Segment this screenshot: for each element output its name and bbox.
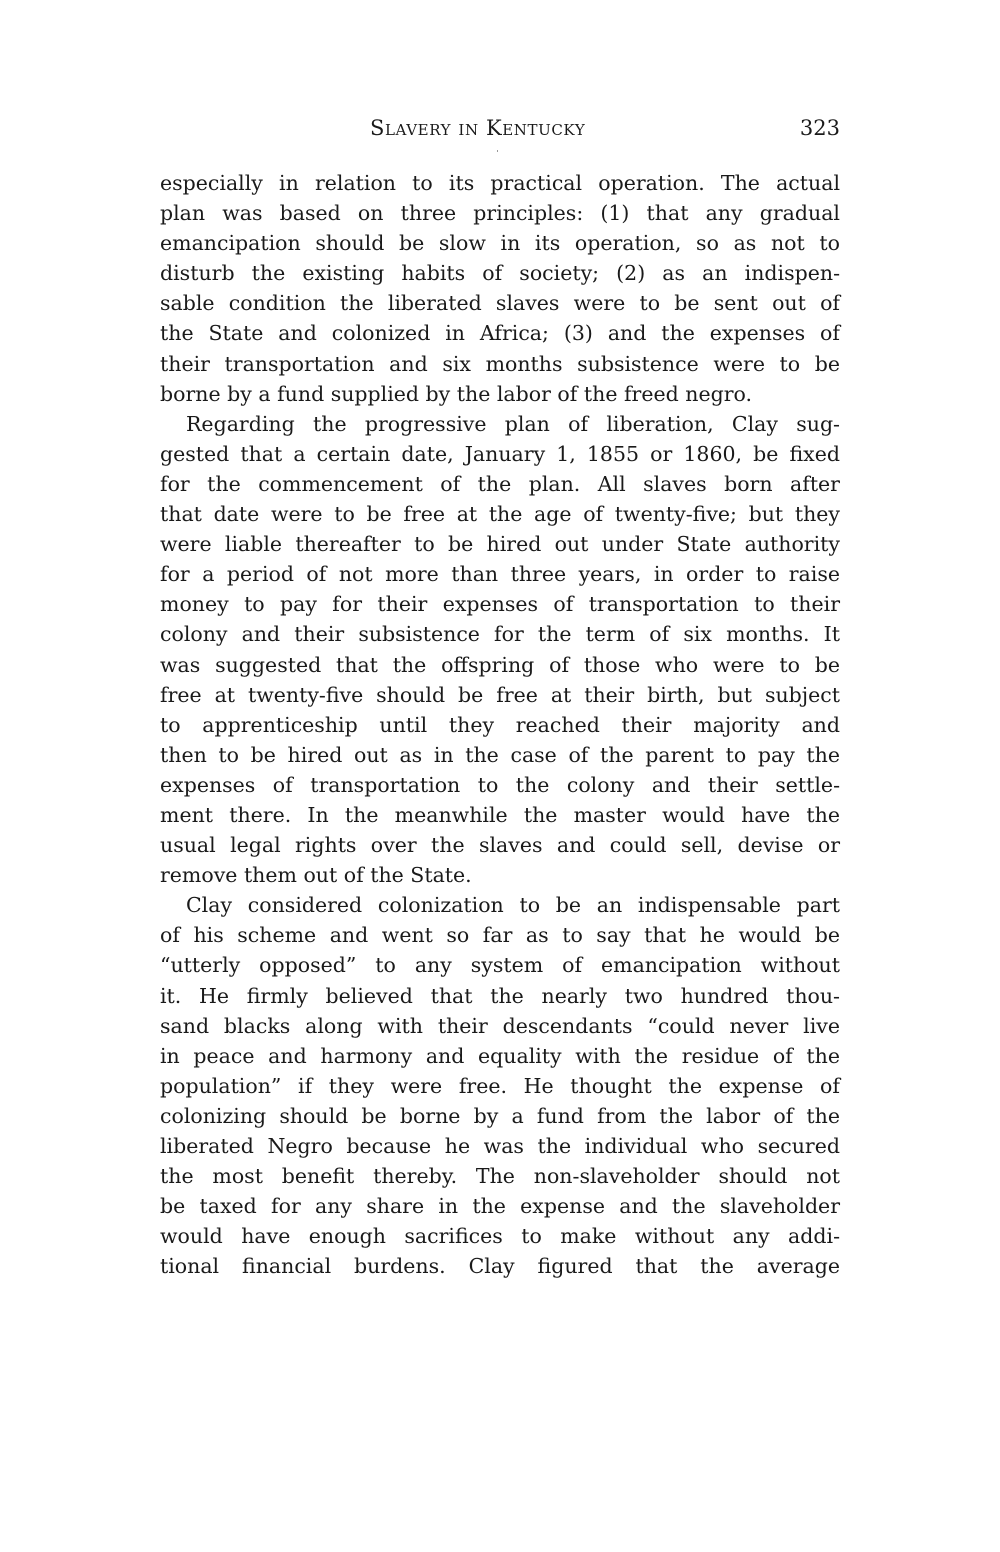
text-line: to apprenticeship until they reached their majority and	[160, 712, 840, 737]
text-line: liberated Negro because he was the individual who secured	[160, 1134, 840, 1158]
text-line: tional financial burdens. Clay figured that the average	[160, 1254, 840, 1279]
text-line-paragraph-start: Regarding the progressive plan of liberation, Clay sug-	[186, 411, 840, 436]
text-line: especially in relation to its practical operation. The actual	[160, 171, 840, 195]
running-head	[160, 116, 840, 146]
running-head-title: Slavery in Kentucky	[370, 116, 586, 140]
text-line-paragraph-end: remove them out of the State.	[160, 863, 472, 888]
text-line: sand blacks along with their descendants “could never live	[160, 1013, 840, 1038]
text-line: were liable thereafter to be hired out under State authority	[160, 532, 840, 557]
text-line-paragraph-start: Clay considered colonization to be an indispensable part	[186, 893, 840, 918]
text-line: be taxed for any share in the expense and the slaveholder	[160, 1194, 840, 1219]
text-line: in peace and harmony and equality with the residue of the	[160, 1043, 840, 1068]
text-line: then to be hired out as in the case of the parent to pay the	[160, 742, 840, 767]
body-text	[160, 168, 840, 1281]
text-line: the most benefit thereby. The non-slaveholder should not	[160, 1164, 840, 1189]
text-line: free at twenty-five should be free at their birth, but subject	[160, 682, 840, 707]
text-line: emancipation should be slow in its operation, so as not to	[160, 231, 840, 256]
text-line: expenses of transportation to the colony and their settle-	[160, 772, 840, 797]
print-speck	[497, 150, 498, 152]
text-line: their transportation and six months subsistence were to be	[160, 351, 840, 376]
text-line: plan was based on three principles: (1) that any gradual	[160, 201, 840, 226]
text-line-paragraph-end: borne by a fund supplied by the labor of the freed negro.	[160, 381, 753, 406]
text-line: for the commencement of the plan. All slaves born after	[160, 471, 840, 496]
text-line: sable condition the liberated slaves were to be sent out of	[160, 291, 840, 316]
text-line: ment there. In the meanwhile the master would have the	[160, 802, 840, 827]
text-line: of his scheme and went so far as to say that he would be	[160, 923, 840, 948]
text-line: colonizing should be borne by a fund from the labor of the	[160, 1103, 840, 1128]
text-line: that date were to be free at the age of twenty-five; but they	[160, 502, 840, 527]
text-line: gested that a certain date, January 1, 1855 or 1860, be fixed	[160, 441, 840, 466]
text-line: it. He firmly believed that the nearly two hundred thou-	[160, 983, 840, 1008]
text-line: money to pay for their expenses of transportation to their	[160, 592, 840, 617]
text-line: “utterly opposed” to any system of emancipation without	[160, 953, 840, 978]
text-line: population” if they were free. He thought the expense of	[160, 1073, 840, 1098]
text-line: colony and their subsistence for the term of six months. It	[160, 622, 840, 647]
text-line: for a period of not more than three years, in order to raise	[160, 562, 840, 587]
text-line: disturb the existing habits of society; (2) as an indispen-	[160, 261, 840, 286]
page-number: 323	[799, 116, 840, 140]
text-line: would have enough sacrifices to make without any addi-	[160, 1224, 840, 1249]
text-line: was suggested that the offspring of those who were to be	[160, 652, 840, 677]
text-line: the State and colonized in Africa; (3) and the expenses of	[160, 321, 840, 346]
text-line: usual legal rights over the slaves and could sell, devise or	[160, 833, 840, 858]
